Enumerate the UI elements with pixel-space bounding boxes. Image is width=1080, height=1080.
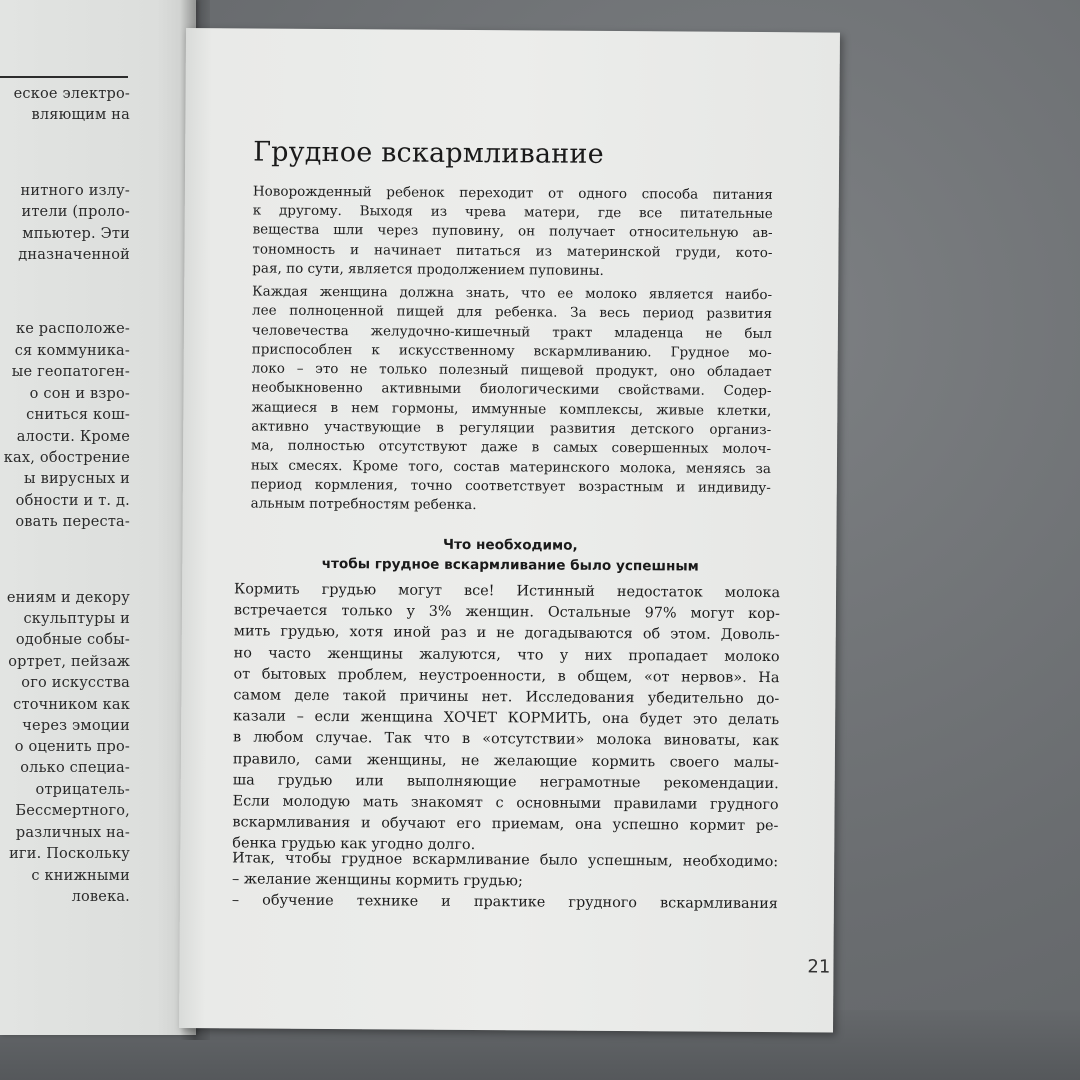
left-page-line: ках, обострение <box>3 450 130 466</box>
left-page-line: ы вирусных и <box>24 471 130 487</box>
page-number: 21 <box>807 956 831 978</box>
paragraph3-line: в любом случае. Так что в «отсутствии» молока виноваты, как <box>232 729 780 750</box>
left-page-line: одобные собы- <box>15 632 130 648</box>
subheading-line: чтобы грудное вскармливание было успешным <box>321 555 699 575</box>
left-page-line: скульптуры и <box>23 611 130 627</box>
left-page-line: через эмоции <box>22 718 130 734</box>
left-page <box>0 0 196 1035</box>
left-page-line: ениям и декору <box>6 590 130 606</box>
page-title: Грудное вскармливание <box>253 136 604 170</box>
left-page-line: алости. Кроме <box>16 429 130 445</box>
left-page-line: отрицатель- <box>35 782 130 798</box>
intro-paragraph <box>252 182 773 282</box>
paragraph3-line: от бытовых проблем, неустроенности, в общем, «от нервов». На <box>233 666 780 686</box>
left-page-line: о сон и взро- <box>29 386 130 402</box>
left-page-line: вляющим на <box>31 107 130 123</box>
paragraph3-line: Если молодую мать знакомят с основными правилами грудного <box>232 793 779 814</box>
paragraph3-line: бенка грудью как угодно долго. <box>232 835 476 854</box>
left-page-line: мпьютер. Эти <box>22 226 130 242</box>
paragraph3-line: правило, сами женщины, не желающие кормить своего малы- <box>232 750 779 771</box>
breastmilk-paragraph <box>251 282 773 517</box>
left-page-line: сточником как <box>13 697 130 713</box>
requirements-list <box>232 848 778 915</box>
paragraph1-line: Новорожденный ребенок переходит от одного способа питания <box>252 183 773 204</box>
paragraph3-line: вскармливания и обучают его приемам, она успешно кормит ре- <box>232 814 779 835</box>
left-page-line: еское электро- <box>13 86 130 102</box>
paragraph1-line: рая, по сути, является продолжением пуповины. <box>252 260 604 279</box>
left-page-line: иги. Поскольку <box>9 846 130 862</box>
paragraph4-line: – желание женщины кормить грудью; <box>232 871 523 890</box>
paragraph2-line: жащиеся в нем гормоны, иммунные комплексы, живые клетки, <box>251 399 772 419</box>
paragraph3-line: но часто женщины жалуются, что у них пропадает молоко <box>233 644 780 665</box>
paragraph4-line: Итак, чтобы грудное вскармливание было успешным, необходимо: <box>232 850 779 871</box>
left-page-line: ортрет, пейзаж <box>8 654 130 670</box>
left-page-line: различных на- <box>15 825 130 841</box>
subheading-line: Что необходимо, <box>443 536 578 554</box>
paragraph3-line: ша грудью или выполняющие неграмотные рекомендации. <box>232 772 779 792</box>
left-page-line: Бессмертного, <box>15 803 130 819</box>
paragraph2-line: альным потребностям ребенка. <box>250 495 477 514</box>
paragraph2-line: лее полноценной пищей для ребенка. За весь период развития <box>251 302 773 323</box>
left-page-line: овать переста- <box>15 514 130 530</box>
paragraph2-line: период кормления, точно соответствует возрастным и индивиду- <box>250 476 771 497</box>
paragraph3-line: встречается только у 3% женщин. Остальные 97% могут кор- <box>233 602 780 623</box>
left-page-rule <box>0 76 128 78</box>
paragraph2-line: активно участвующие в регуляции развития детского организ- <box>251 418 772 439</box>
left-page-line: ся коммуника- <box>14 343 130 359</box>
paragraph2-line: необыкновенно активными биологическими свойствами. Содер- <box>251 379 772 400</box>
paragraph3-line: Кормить грудью могут все! Истинный недостаток молока <box>234 581 781 602</box>
left-page-line: ого искусства <box>21 675 130 691</box>
left-page-line: ые геопатоген- <box>11 364 130 380</box>
paragraph2-line: Каждая женщина должна знать, что ее молоко является наибо- <box>252 283 773 304</box>
left-page-line: дназначенной <box>18 247 130 263</box>
paragraph3-line: мить грудью, хотя иной раз и не догадываются об этом. Доволь- <box>233 623 780 644</box>
paragraph2-line: человечества желудочно-кишечный тракт младенца не был <box>251 322 772 342</box>
left-page-line: олько специа- <box>20 760 130 776</box>
paragraph2-line: локо – это не только полезный пищевой продукт, оно обладает <box>251 360 772 381</box>
paragraph2-line: приспособлен к искусственному вскармливанию. Грудное мо- <box>251 341 772 361</box>
paragraph4-line: – обучение технике и практике грудного вскармливания <box>231 892 778 913</box>
section-subheading <box>250 533 770 577</box>
left-page-line: ловека. <box>71 889 130 905</box>
left-page-line: ке расположе- <box>15 321 130 337</box>
paragraph2-line: ных смесях. Кроме того, состав материнского молока, меняясь за <box>250 457 771 477</box>
left-page-line: нитного излу- <box>20 183 130 199</box>
left-page-line: сниться кош- <box>26 407 130 423</box>
success-paragraph <box>232 579 780 858</box>
right-page <box>179 28 840 1033</box>
paragraph1-line: вещества шли через пуповину, он получает относительную ав- <box>252 221 773 242</box>
paragraph1-line: к другому. Выходя из чрева матери, где все питательные <box>252 202 773 223</box>
paragraph3-line: самом деле такой причины нет. Исследования убедительно до- <box>233 687 780 708</box>
left-page-line: ители (проло- <box>21 204 130 220</box>
paragraph1-line: тономность и начинает питаться из материнской груди, кото- <box>252 241 773 261</box>
left-page-line: о оценить про- <box>14 739 130 755</box>
paragraph3-line: казали – если женщина ХОЧЕТ КОРМИТЬ, она будет это делать <box>233 708 780 729</box>
left-page-line: с книжными <box>31 868 130 884</box>
paragraph2-line: ма, полностью отсутствуют даже в самых совершенных молоч- <box>251 437 772 458</box>
left-page-line: обности и т. д. <box>15 493 130 509</box>
